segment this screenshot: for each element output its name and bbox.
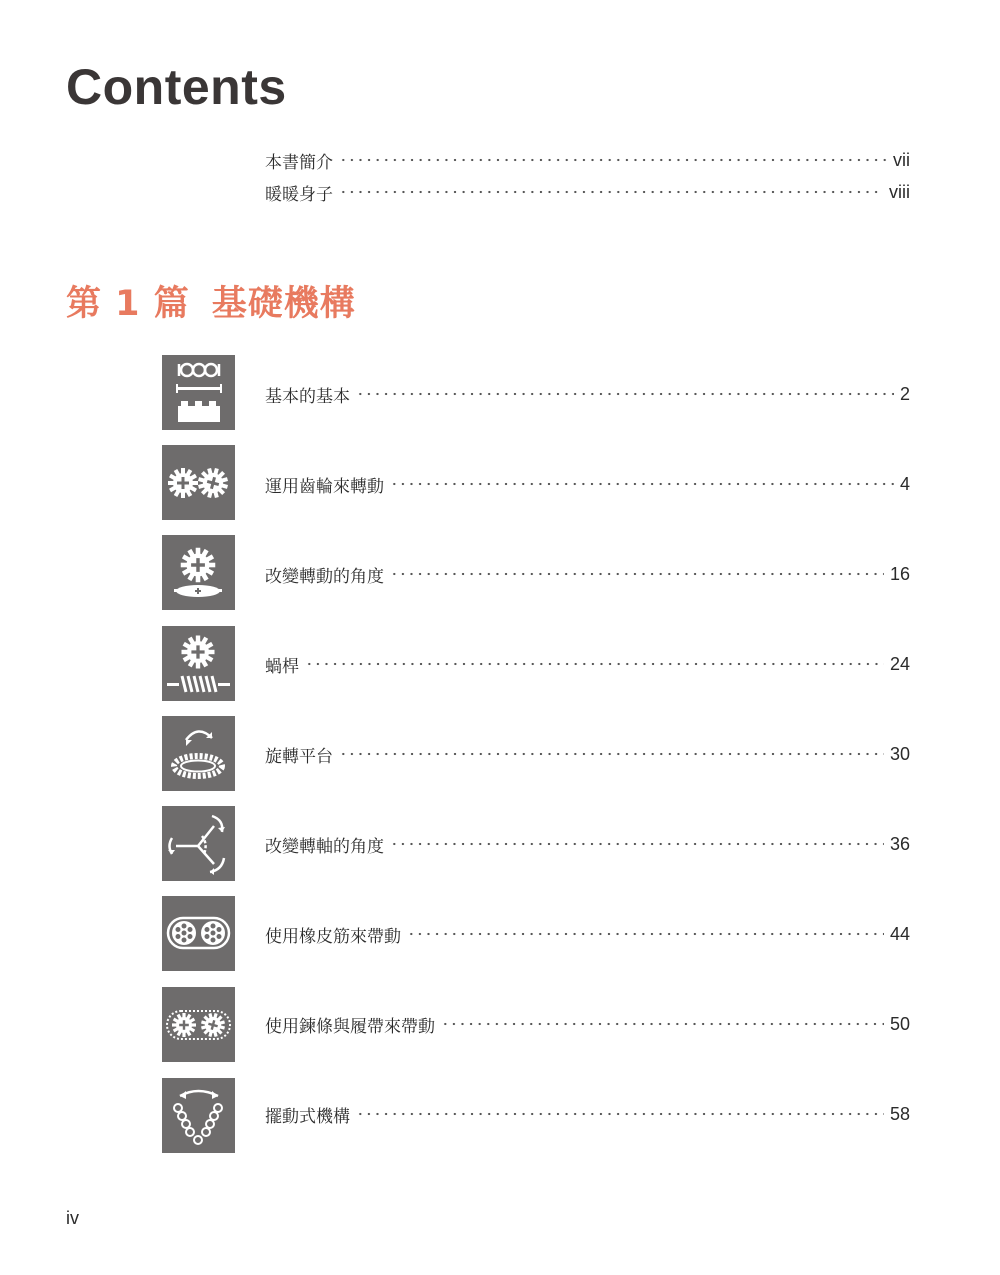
toc-entry-page: 50 xyxy=(889,1013,910,1034)
part-heading xyxy=(66,276,356,326)
turntable-icon xyxy=(162,716,235,791)
toc-entry-page: 30 xyxy=(889,743,910,764)
chain-tread-icon xyxy=(162,987,235,1062)
toc-entry-chapter[interactable] xyxy=(265,1099,910,1129)
page-folio: iv xyxy=(66,1208,79,1228)
toc-entry-page: 2 xyxy=(899,383,910,404)
toc-entry-page: 16 xyxy=(889,563,910,584)
toc-entry-label: 旋轉平台 xyxy=(265,746,333,767)
bricks-beams-icon xyxy=(162,355,235,430)
toc-entry-page: vii xyxy=(893,149,910,170)
toc-entry-page: 36 xyxy=(889,833,910,854)
dot-leader xyxy=(390,564,884,584)
toc-entry-label: 基本的基本 xyxy=(265,386,350,407)
dot-leader xyxy=(356,384,894,404)
toc-entry-label: 運用齒輪來轉動 xyxy=(265,476,384,497)
dot-leader xyxy=(339,744,884,764)
toc-entry-label: 使用橡皮筋來帶動 xyxy=(265,926,401,947)
part-number: 第 1 篇 xyxy=(66,284,190,324)
dot-leader xyxy=(339,182,883,202)
dot-leader xyxy=(441,1014,884,1034)
toc-entry-intro[interactable] xyxy=(265,145,910,175)
toc-entry-page: 58 xyxy=(889,1103,910,1124)
toc-entry-chapter[interactable] xyxy=(265,829,910,859)
toc-entry-label: 蝸桿 xyxy=(265,656,299,677)
toc-entry-page: 4 xyxy=(899,473,910,494)
toc-entry-chapter[interactable] xyxy=(265,649,910,679)
bevel-gear-icon xyxy=(162,535,235,610)
toc-entry-chapter[interactable] xyxy=(265,1009,910,1039)
dot-leader xyxy=(339,150,887,170)
toc-entry-chapter[interactable] xyxy=(265,919,910,949)
toc-entry-chapter[interactable] xyxy=(265,469,910,499)
toc-entry-page: 44 xyxy=(889,923,910,944)
toc-entry-label: 使用鍊條與履帶來帶動 xyxy=(265,1016,435,1037)
dot-leader xyxy=(390,474,894,494)
meshing-gears-icon xyxy=(162,445,235,520)
toc-entry-label: 改變轉動的角度 xyxy=(265,566,384,587)
toc-entry-page: 24 xyxy=(889,653,910,674)
page-title: Contents xyxy=(66,59,287,115)
dot-leader xyxy=(407,924,884,944)
angled-axles-icon xyxy=(162,806,235,881)
part-title: 基礎機構 xyxy=(211,284,356,324)
swinging-mechanism-icon xyxy=(162,1078,235,1153)
toc-entry-label: 擺動式機構 xyxy=(265,1106,350,1127)
dot-leader xyxy=(390,834,884,854)
toc-entry-label: 暖暖身子 xyxy=(265,184,333,205)
toc-entry-warmup[interactable] xyxy=(265,177,910,207)
toc-entry-label: 本書簡介 xyxy=(265,152,333,173)
toc-entry-label: 改變轉軸的角度 xyxy=(265,836,384,857)
rubber-band-pulleys-icon xyxy=(162,896,235,971)
dot-leader xyxy=(305,654,884,674)
toc-entry-page: viii xyxy=(889,181,910,202)
dot-leader xyxy=(356,1104,884,1124)
worm-gear-icon xyxy=(162,626,235,701)
toc-entry-chapter[interactable] xyxy=(265,739,910,769)
toc-entry-chapter[interactable] xyxy=(265,559,910,589)
toc-entry-chapter[interactable] xyxy=(265,379,910,409)
